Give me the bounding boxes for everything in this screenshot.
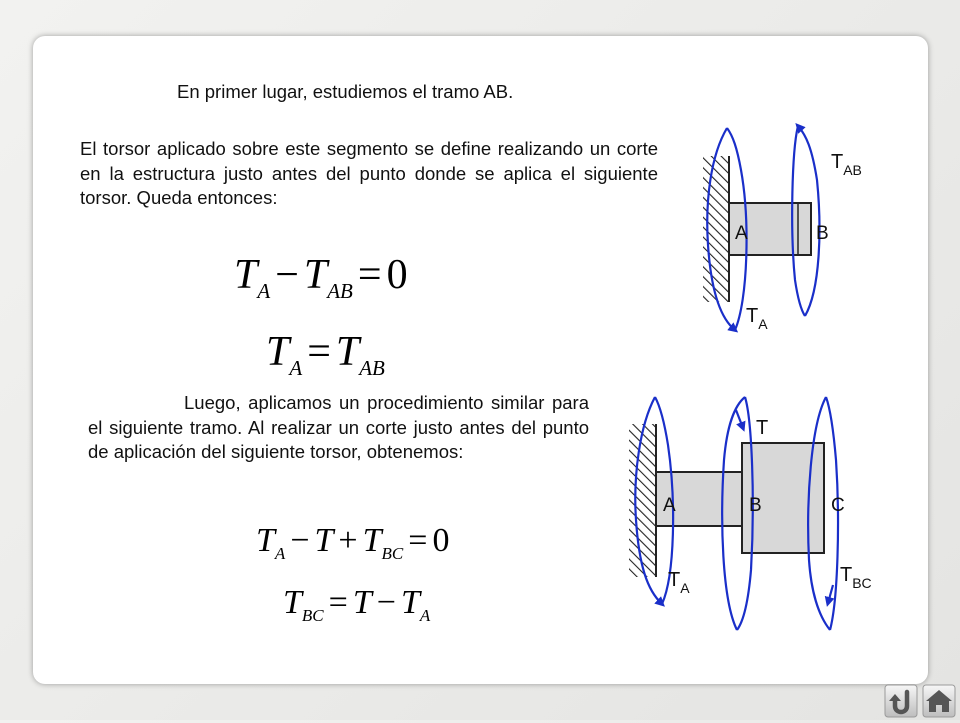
undo-arrow-icon	[884, 684, 918, 718]
equation-result-bc: $T_{BC} = T - T_A$	[283, 584, 431, 625]
home-icon	[922, 684, 956, 718]
wall-support-2	[629, 424, 656, 577]
label-b-fig2: B	[749, 495, 762, 516]
label-torque-a-fig2: $T_A$	[668, 569, 690, 596]
label-torque-ab: $T_{AB}$	[831, 151, 862, 178]
equation-result-ab: $T_A = T_{AB}$	[266, 329, 385, 380]
label-torque-t: T	[756, 417, 769, 439]
label-a-fig2: A	[663, 495, 676, 516]
label-c-fig2: C	[831, 495, 845, 516]
label-b-fig1: B	[816, 223, 829, 244]
home-button[interactable]	[922, 684, 956, 718]
label-torque-bc: $T_{BC}$	[840, 564, 872, 591]
slide-heading: En primer lugar, estudiemos el tramo AB.	[177, 81, 514, 102]
label-a-fig1: A	[735, 223, 748, 244]
equation-equilibrium-bc: $T_A - T + T_{BC} = 0$	[256, 522, 450, 563]
paragraph-tramo-ab: El torsor aplicado sobre este segmento se define realizando un corte en la estructura justo antes del punto donde se aplica el siguiente torsor. Queda entonces:	[80, 138, 658, 208]
back-button[interactable]	[884, 684, 918, 718]
equation-equilibrium-ab: $T_A - T_{AB} = 0$	[234, 252, 408, 303]
label-torque-a-fig1: $T_A$	[746, 305, 768, 332]
paragraph-tramo-bc: Luego, aplicamos un procedimiento similar para el siguiente tramo. Al realizar un corte justo antes del punto de aplicación del siguiente torsor, obtenemos:	[88, 392, 589, 462]
